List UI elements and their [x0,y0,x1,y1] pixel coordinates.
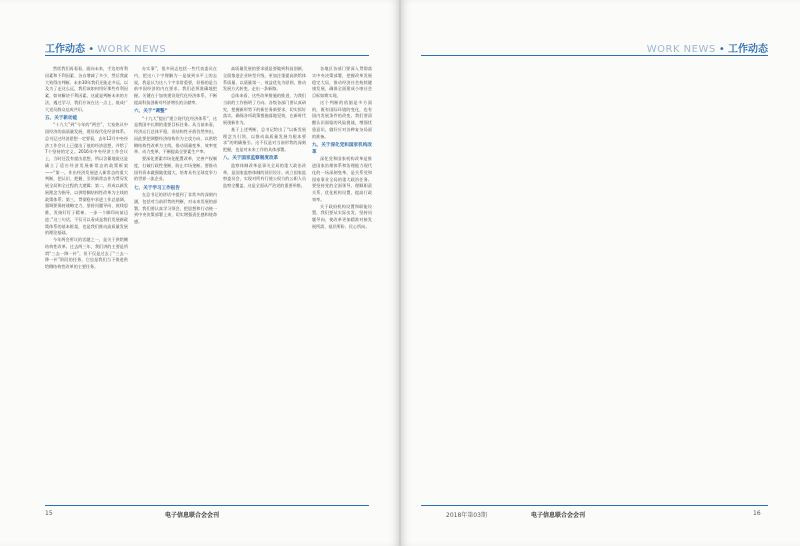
paragraph: 今年两会所议的话题之一，是关于供给侧结构性改革。过去两三年，我们讲的主要是所谓“三去一降一补”，但不仅是过去了“三去一降一补”阶段的任务，它也是我们当下推进供给侧结构性改革的主要任务。 [45,237,128,269]
left-section-header [45,40,166,55]
publication-name: 电子信息联合会会刊 [531,512,586,519]
paragraph: 在总书记的讲话中提到了非常多的深刻内涵，包括对当前形势的判断，对未来发展的部署。我们要认真学习领会，把思想和行动统一到中央决策部署上来，切实增强责任感和使命感。 [134,192,217,224]
header-separator: • [718,44,725,55]
header-separator: • [88,44,95,55]
section-title-en: WORK NEWS [646,44,716,55]
header-rule [421,55,768,56]
issue-number: 2018年第03期 [446,512,487,519]
right-page [401,0,800,546]
section-heading: 九、关于深化党和国家机构改革 [312,142,372,155]
section-heading: 八、关于国家监察制度改革 [223,156,279,162]
paragraph: 然括我们再看看，面向未来，手边的有利因素和不利因素、各自增减了多少，然后我就大致得出判断。未来30年我们还能走多远。以及为了走这么远，我们该如何用好那些有利因素、如何解决不利因素。这就是判断未来的方法，遇过学习，我们应该在这一点上，低成广大党员群众达成共识。 [45,66,128,112]
publication-name: 电子信息联合会会刊 [165,512,220,519]
section-title-en: WORK NEWS [97,44,167,55]
footer-rule [421,505,768,506]
section-heading: 六、关于“调整” [134,109,168,114]
paragraph: 各地区各部门要深入贯彻落实中央决策部署，把握改革发展稳定大局，推动经济社会持续健康发展，确保全面建成小康社会目标如期实现。 [312,66,372,98]
right-section-header [647,40,768,55]
paragraph: “十九大”到“今年的“两会”，大家热议中国经济的高质量发展，建设现代化经济体系。总书记过经济思想一定要看，去年12月中央经济工作会议上已提出了他的经济思想，并给了7个坚持的定义。2016年中央经济工作会议上，当时还没有提出思想，所以含蓄地说这是确立了适应经济发展新常态的政策框架——“第一，作出经济发展进入新常态的重大判断，把认识、把握、引领新常态作为贯穿发展全局和全过程的大逻辑；第二，形成以新发展理念为指导，以供给侧结构性改革为主线的政策体系；第三，贯彻稳中求进工作总基调，强调要保持战略定力，坚持问题导向、底线思维，发扬钉钉子精神，一步一个脚印向前迈进；”这三句话，不仅可以看成是我们发展新政策体系的基本框架，也是我们推动高质量发展的理论基础。 [45,122,128,236]
section-title-cn: 工作动态 [45,44,85,55]
paragraph: 这个判断的依据是多方面的，既有国际环境的变化，也有国内发展条件的改变。我们要清醒认识面临的风险挑战，增强忧患意识，做好应对各种复杂局面的准备。 [312,99,372,139]
text-column-1 [45,66,128,496]
paragraph: 总体来看，这些改革措施的推进，为我们当前的工作指明了方向。各级各部门要认真研究，把握新形势下的新任务新要求，切实抓好落实，确保各项政策措施落地见效，在新时代展现新作为。 [223,93,306,125]
paragraph: 高质量发展的要求就是要做到科技创新，全面推进企业转型升级，更加注重提高供给体系质量，以质量第一、效益优先为原则，推动发展方式转变，走出一条新路。 [223,66,306,92]
header-rule [45,55,369,56]
paragraph: 关于政府机构设置和职能设置，我们要从实际出发，坚持问题导向，使改革更加精准对接发展所需、基层所盼、民心所向。 [312,203,372,229]
paragraph: “十九大”提出“建立现代化经济体系”，这是我国中长期的重要目标任务。从当前来看，经济运行总体平稳，但结构性矛盾仍然突出，因此要把调整经济结构作为主攻方向，以供给侧结构性改革为主线，推动质量变革、效率变革、动力变革，不断提高全要素生产率。 [134,115,217,155]
text-column-4 [312,66,372,496]
page-number: 16 [753,510,761,517]
section-heading: 七、关于学习工作报告 [134,185,180,191]
paragraph: 办实事”，很多同志包括一些代表委员在内，把这八个字理解为一是放到水平上的去说，我是认为这八个字非常重要，但指的是当前中国经济的内在要求。我们必须准确地把握。关键在于加快建设现代化经济体系，不断提高科技创新对经济增长的贡献率。 [134,66,217,105]
page-number: 15 [45,510,53,517]
section-heading: 五、关于新动能 [45,115,78,121]
paragraph: 要深化要素市场化配置改革，完善产权制度，打破行政性垄断，防止市场垄断。要推动国有资本做强做优做大，培育具有全球竞争力的世界一流企业。 [134,156,217,182]
left-page [0,0,399,546]
footer-rule [45,505,369,506]
text-column-3 [223,66,306,496]
paragraph: 监察体制改革是事关全局的重大政治改革，是国家监察体制的顶层设计。成立国家监察委员会，实现对所有行使公权力的公职人员监察全覆盖，这是全面从严治党的重要举措。 [223,162,306,188]
section-title-cn: 工作动态 [728,44,768,55]
text-column-2 [134,66,217,496]
paragraph: 基于上述判断，总书记给出了“以新发展理念为引领，以推动高质量发展为根本要求”的明确指引。这不仅是对当前形势的深刻把握，也是对未来工作的具体部署。 [223,126,306,152]
paragraph: 深化党和国家机构改革是推进国家治理体系和治理能力现代化的一场深刻变革，是关系党和国家事业全局的重大政治任务。要坚持党的全面领导，理顺职责关系，优化机构设置，提高行政效率。 [312,156,372,202]
